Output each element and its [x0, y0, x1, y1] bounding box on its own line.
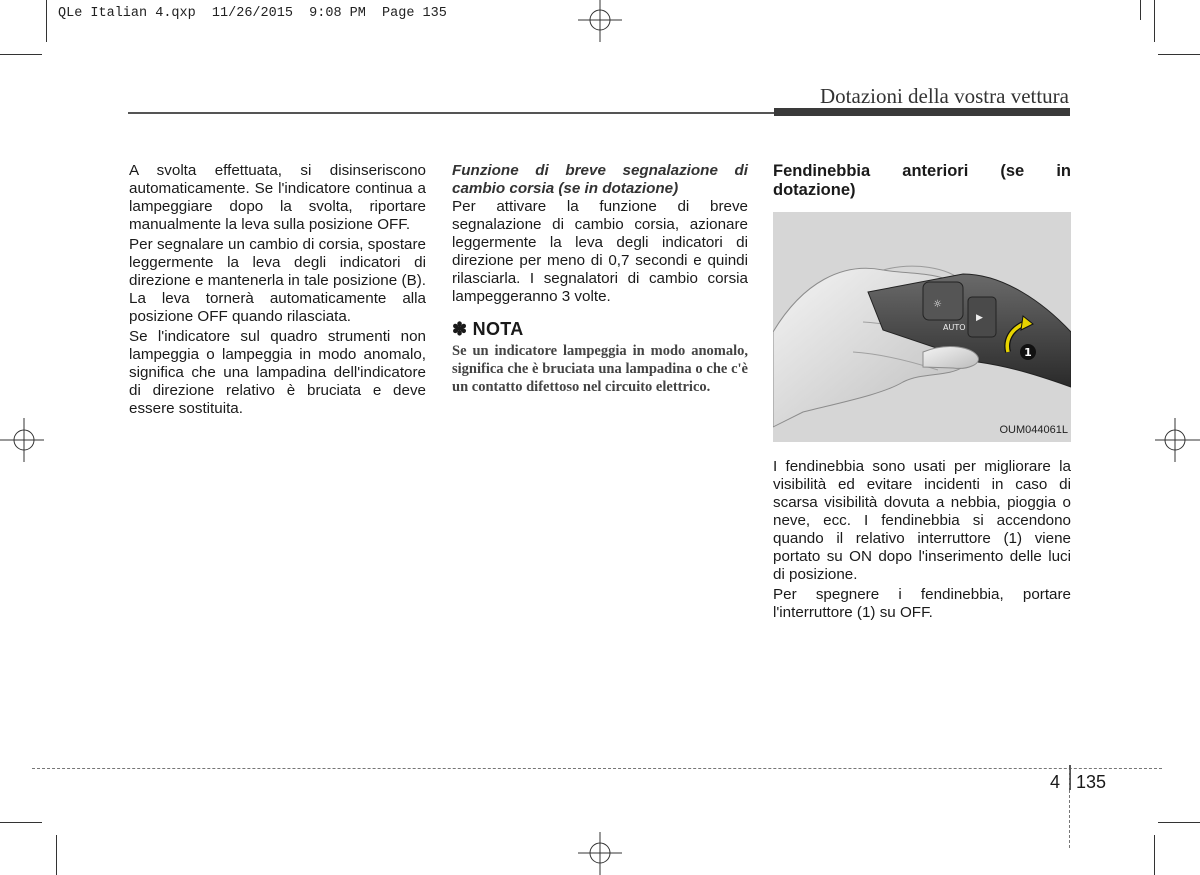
registration-mark-left [0, 410, 45, 470]
column-2 [452, 162, 748, 396]
registration-mark-right [1155, 410, 1200, 470]
print-slug: QLe Italian 4.qxp 11/26/2015 9:08 PM Page 135 [58, 6, 447, 21]
chapter-number: 4 [1050, 772, 1061, 792]
paragraph: A svolta effettuata, si disinseriscono automaticamente. Se l'indicatore continua a lampeggiare dopo la svolta, riportare manualmente la leva sulla posizione OFF. [129, 162, 426, 233]
header-rule-thick [774, 108, 1070, 116]
paragraph: Per attivare la funzione di breve segnalazione di cambio corsia, azionare leggermente la leva degli indicatori di direzione per meno di 0,7 secondi e quindi rilasciarla. I segnalatori di cambio corsia lampeggeranno 3 volte. [452, 198, 748, 305]
section-heading: Fendinebbia anteriori (se in dotazione) [773, 162, 1071, 199]
footer-dashed-rule [32, 768, 1162, 769]
column-3 [773, 162, 1071, 624]
hand-on-lever-illustration [773, 212, 1071, 442]
fog-light-switch-figure [773, 212, 1071, 442]
paragraph: I fendinebbia sono usati per migliorare la visibilità ed evitare incidenti in caso di scarsa visibilità dovuta a nebbia, pioggia o neve, ecc. I fendinebbia si accendono quando il relativo interruttore (1) viene portato su ON dopo l'inserimento delle luci di posizione. [773, 458, 1071, 583]
column-1 [129, 162, 426, 420]
registration-mark-top [570, 0, 630, 45]
note-body: Se un indicatore lampeggia in modo anomalo, significa che è bruciata una lampadina o che c'è un contatto difettoso nel circuito elettrico. [452, 343, 748, 395]
page-number: 135 [1076, 772, 1107, 792]
subheading: Funzione di breve segnalazione di cambio corsia (se in dotazione) [452, 162, 748, 197]
footer-dashed-divider [1069, 770, 1070, 848]
paragraph: Per segnalare un cambio di corsia, spostare leggermente la leva degli indicatori di direzione e mantenerla in tale posizione (B). La leva tornerà automaticamente alla posizione OFF quando rilasciata. [129, 236, 426, 325]
svg-text:▶: ▶ [976, 313, 983, 323]
figure-callout: 1 [1024, 346, 1032, 359]
paragraph: Per spegnere i fendinebbia, portare l'interruttore (1) su OFF. [773, 586, 1071, 621]
svg-text:☼: ☼ [933, 299, 942, 310]
registration-mark-bottom [570, 830, 630, 875]
paragraph: Se l'indicatore sul quadro strumenti non lampeggia o lampeggia in modo anomalo, significa che una lampadina dell'indicatore di direzione relativo è bruciata e deve essere sostituita. [129, 328, 426, 417]
note-title: ✽ NOTA [452, 319, 524, 339]
header-rule [128, 112, 774, 114]
figure-code: OUM044061L [999, 424, 1068, 436]
running-header-title: Dotazioni della vostra vettura [820, 84, 1069, 108]
svg-text:AUTO: AUTO [943, 323, 966, 332]
